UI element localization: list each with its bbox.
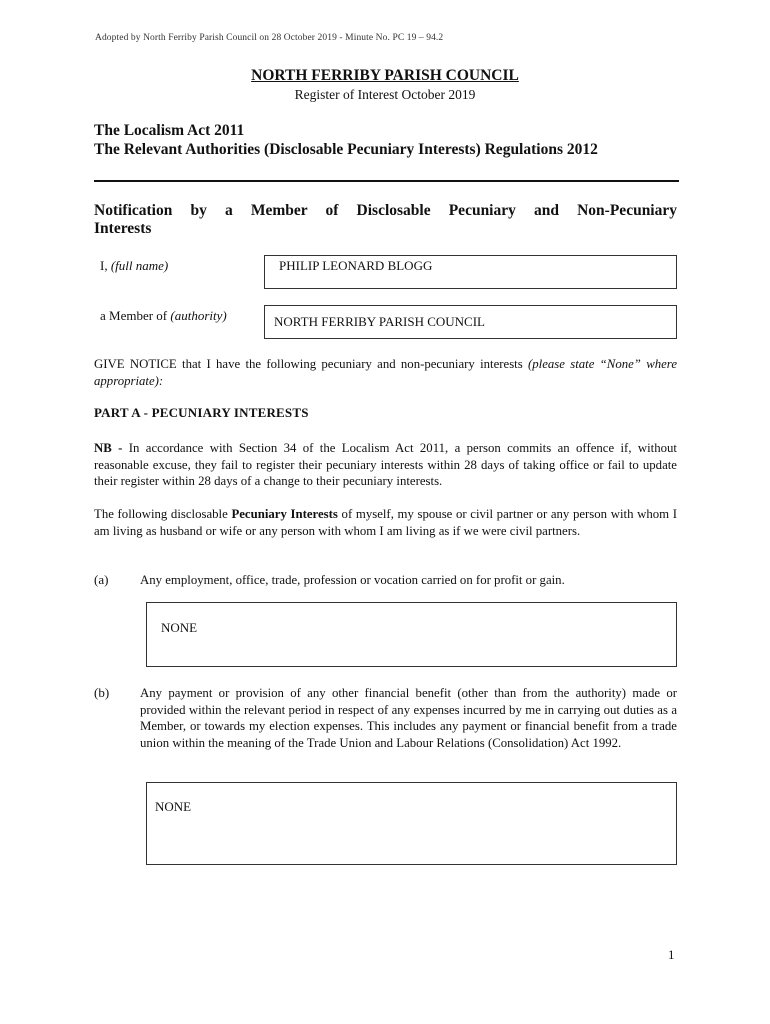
give-notice-italic: (please state “None” where appropriate): <box>94 357 677 388</box>
part-a-heading: PART A - PECUNIARY INTERESTS <box>94 405 309 420</box>
full-name-field[interactable] <box>264 255 677 289</box>
nb-text: In accordance with Section 34 of the Localism Act 2011, a person commits an offence if, without reasonable excuse, they fail to register their pecuniary interests within 28 days of taking office or fail to update their register within 28 days of a change to their pecuniary interests. <box>94 441 677 488</box>
item-a-answer-box[interactable] <box>146 602 677 667</box>
legislation-line-1: The Localism Act 2011 <box>94 122 245 139</box>
item-a-answer: NONE <box>161 620 198 635</box>
following-pre: The following disclosable <box>94 507 232 521</box>
legislation-line-2: The Relevant Authorities (Disclosable Pecuniary Interests) Regulations 2012 <box>94 141 598 158</box>
authority-hint: (authority) <box>170 308 227 323</box>
item-a-letter: (a) <box>94 572 109 587</box>
full-name-label <box>100 258 168 274</box>
authority-prefix: a Member of <box>100 308 171 323</box>
authority-field[interactable] <box>264 305 677 339</box>
authority-value: NORTH FERRIBY PARISH COUNCIL <box>274 314 485 329</box>
council-name: NORTH FERRIBY PARISH COUNCIL <box>251 67 519 84</box>
adopted-line: Adopted by North Ferriby Parish Council on 28 October 2019 - Minute No. PC 19 – 94.2 <box>95 33 444 43</box>
full-name-prefix: I, <box>100 258 111 273</box>
notification-heading-line-2: Interests <box>94 220 152 237</box>
item-a-text: Any employment, office, trade, profession or vocation carried on for profit or gain. <box>140 573 565 587</box>
following-post: of myself, my spouse or civil partner or any person with whom I am living as husband or wife or any person with whom I am living as if we were civil partners. <box>94 507 677 538</box>
item-b-letter: (b) <box>94 685 110 700</box>
following-bold: Pecuniary Interests <box>231 507 338 521</box>
full-name-hint: (full name) <box>110 258 169 273</box>
following-paragraph <box>94 506 677 539</box>
register-title: Register of Interest October 2019 <box>294 87 476 102</box>
give-notice-main: GIVE NOTICE that I have the following pecuniary and non-pecuniary interests <box>94 357 528 371</box>
item-b-answer-box[interactable] <box>146 782 677 865</box>
item-b-text: Any payment or provision of any other financial benefit (other than from the authority) made or provided within the relevant period in respect of any expenses incurred by me in carrying out duties as a Member, or towards my election expenses. This includes any payment or financial benefit from a trade union within the meaning of the Trade Union and Labour Relations (Consolidation) Act 1992. <box>140 686 677 750</box>
full-name-value: PHILIP LEONARD BLOGG <box>279 258 433 273</box>
notification-heading-line-1: Notification by a Member of Disclosable Pecuniary and Non-Pecuniary <box>94 202 677 219</box>
give-notice-text <box>94 356 677 389</box>
nb-label: NB - <box>94 441 129 455</box>
authority-label <box>100 308 227 324</box>
item-b-answer: NONE <box>155 799 192 814</box>
nb-paragraph <box>94 440 677 490</box>
page-number: 1 <box>668 947 675 962</box>
divider <box>94 180 679 182</box>
